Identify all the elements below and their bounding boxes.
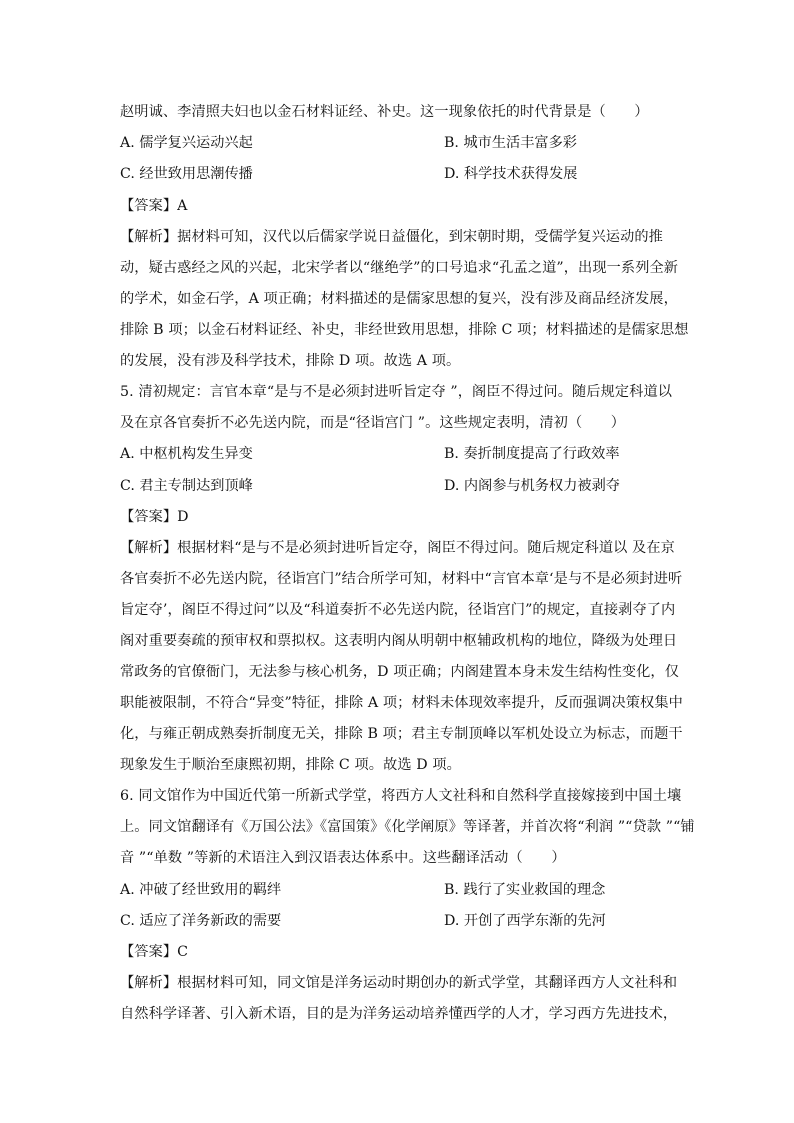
q4-answer: 【答案】A (120, 198, 188, 214)
q5-analysis-line: 各官奏折不必先送内院，径诣宫门”结合所学可知，材料中“言官本章‘是与不是必须封进听 (120, 571, 683, 587)
q5-analysis-line: 【解析】根据材料“是与不是必须封进听旨定夺，阁臣不得过问。随后规定科道以 及在京 (120, 540, 675, 556)
q4-option-a: A. 儒学复兴运动兴起 (120, 135, 253, 151)
q5-option-b: B. 奏折制度提高了行政效率 (444, 446, 620, 462)
q4-stem-tail: 赵明诚、李清照夫妇也以金石材料证经、补史。这一现象依托的时代背景是（ ） (120, 104, 649, 120)
q4-analysis-line: 【解析】据材料可知，汉代以后儒家学说日益僵化，到宋朝时期，受儒学复兴运动的推 (120, 229, 663, 245)
q4-analysis-line: 的发展，没有涉及科学技术，排除 D 项。故选 A 项。 (120, 353, 461, 369)
q6-stem-line: 音 ”“单数 ”等新的术语注入到汉语表达体系中。这些翻译活动（ ） (120, 850, 566, 866)
q5-analysis-line: 化，与雍正朝成熟奏折制度无关，排除 B 项；君主专制顶峰以军机处设立为标志，而题干 (120, 726, 683, 742)
q5-option-d: D. 内阁参与机务权力被剥夺 (444, 478, 620, 494)
q5-answer: 【答案】D (120, 509, 189, 525)
q4-analysis-line: 的学术，如金石学，A 项正确；材料描述的是儒家思想的复兴，没有涉及商品经济发展， (120, 291, 678, 307)
q4-option-b: B. 城市生活丰富多彩 (444, 135, 577, 151)
q5-analysis-line: 职能被限制，不符合“异变”特征，排除 A 项；材料未体现效率提升，反而强调决策权集中 (120, 695, 683, 711)
q4-analysis-line: 动，疑古惑经之风的兴起，北宋学者以“继绝学”的口号追求“孔孟之道”，出现一系列全新 (120, 260, 679, 276)
q5-analysis-line: 阁对重要奏疏的预审权和票拟权。这表明内阁从明朝中枢辅政机构的地位，降级为处理日 (120, 633, 678, 649)
q6-analysis-line: 自然科学译著、引入新术语，目的是为洋务运动培养懂西学的人才，学习西方先进技术， (120, 1006, 678, 1022)
q6-option-a: A. 冲破了经世致用的羁绊 (120, 882, 282, 898)
q5-analysis-line: 常政务的官僚衙门，无法参与核心机务，D 项正确；内阁建置本身未发生结构性变化，仅 (120, 664, 680, 680)
q4-analysis-line: 排除 B 项；以金石材料证经、补史，非经世致用思想，排除 C 项；材料描述的是儒家思想 (120, 322, 689, 338)
q5-option-c: C. 君主专制达到顶峰 (120, 478, 253, 494)
q4-option-d: D. 科学技术获得发展 (444, 166, 578, 182)
q6-option-d: D. 开创了西学东渐的先河 (444, 913, 606, 929)
q6-option-c: C. 适应了洋务新政的需要 (120, 913, 282, 929)
q6-option-b: B. 践行了实业救国的理念 (444, 882, 606, 898)
q5-analysis-line: 现象发生于顺治至康熙初期，排除 C 项。故选 D 项。 (120, 757, 461, 773)
q6-stem-line: 6. 同文馆作为中国近代第一所新式学堂，将西方人文社科和自然科学直接嫁接到中国土壤 (120, 788, 682, 804)
q4-option-c: C. 经世致用思潮传播 (120, 166, 253, 182)
q6-analysis-line: 【解析】根据材料可知，同文馆是洋务运动时期创办的新式学堂，其翻译西方人文社科和 (120, 975, 678, 991)
q5-stem-line: 及在京各官奏折不必先送内院，而是“径诣宫门 ”。这些规定表明，清初（ ） (120, 415, 626, 431)
q5-option-a: A. 中枢机构发生异变 (120, 446, 253, 462)
q6-answer: 【答案】C (120, 944, 189, 960)
q5-stem-line: 5. 清初规定：言官本章“是与不是必须封进听旨定夺 ”，阁臣不得过问。随后规定科道以 (120, 384, 673, 400)
q5-analysis-line: 旨定夺’，阁臣不得过问”以及“科道奏折不必先送内院，径诣宫门”的规定，直接剥夺了内 (120, 602, 676, 618)
q6-stem-line: 上。同文馆翻译有《万国公法》《富国策》《化学阐原》等译著，并首次将“利润 ”“贷款 ”“铺 (120, 819, 695, 835)
